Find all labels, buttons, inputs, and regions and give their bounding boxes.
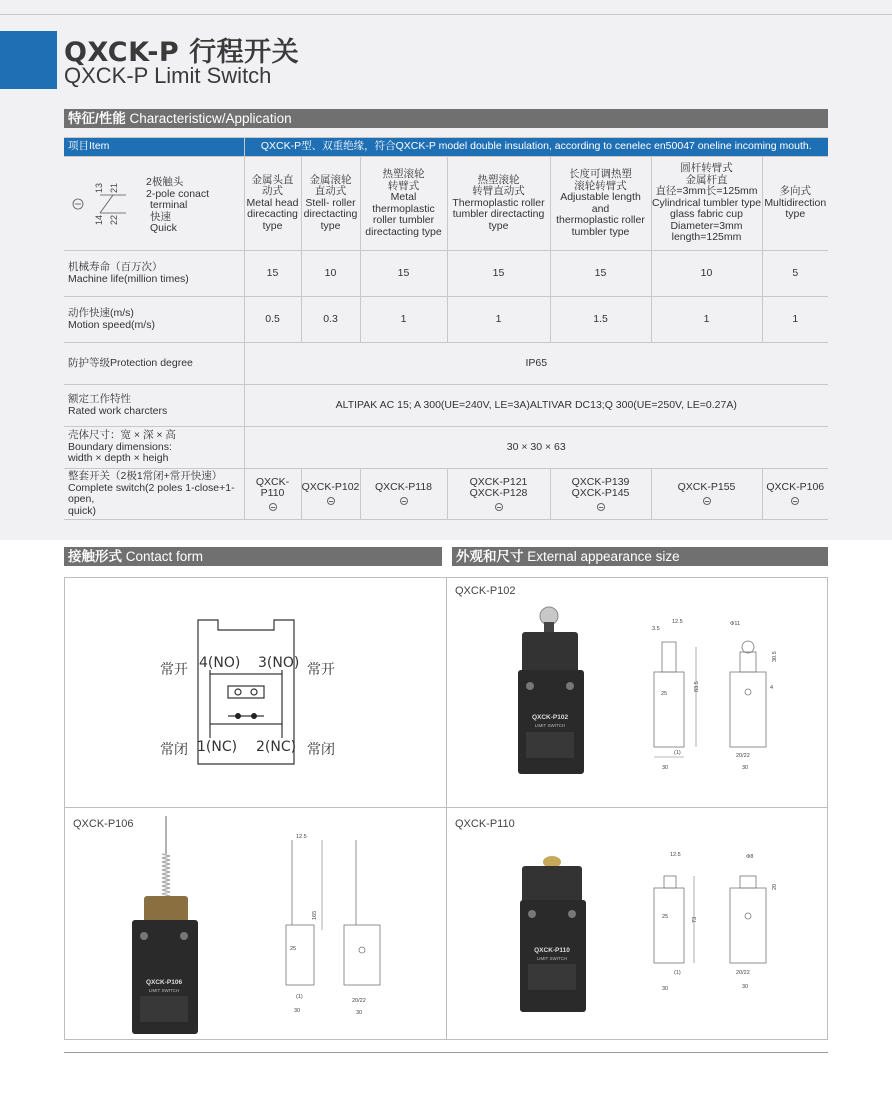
model-number: QXCK-P145	[571, 487, 630, 500]
speed-value: 0.5	[244, 297, 301, 343]
table-row-speed	[64, 297, 828, 343]
table-row-dimensions	[64, 427, 828, 469]
type-line: type	[262, 219, 283, 232]
p102-dim-4: 4	[770, 685, 774, 691]
rated-label-en: Rated work charcters	[68, 404, 168, 417]
contact-nc-right: 常闭	[307, 742, 335, 758]
product-image-p110	[514, 852, 606, 1024]
type-line: Thermoplastic roller	[452, 196, 545, 209]
terminal-21: 21	[109, 182, 119, 193]
panel-label-p102: QXCK-P102	[455, 585, 516, 597]
terminal-cell	[64, 157, 244, 251]
model-number: QXCK-P121	[469, 475, 528, 488]
model-cell-3	[447, 469, 550, 520]
speed-value: 1	[762, 297, 828, 343]
rated-value: ALTIPAK AC 15; A 300(UE=240V, LE=3A)ALTIVAR DC13;Q 300(UE=250V, LE=0.27A)	[244, 385, 828, 427]
type-line: 多向式	[779, 185, 811, 198]
type-cell-2	[360, 157, 447, 251]
p106-dim-165: 165	[312, 910, 318, 920]
model-number: QXCK-P155	[677, 481, 736, 494]
table-row-rated	[64, 385, 828, 427]
p106-dim-25: 25	[290, 946, 297, 952]
life-value: 10	[651, 251, 762, 297]
type-line: thermoplastic roller	[556, 214, 645, 226]
connector-icon	[597, 503, 605, 511]
terminal-14: 14	[94, 214, 104, 225]
speed-value: 1	[447, 297, 550, 343]
terminal-symbol-icon	[70, 161, 144, 246]
type-line: Diameter=3mm	[670, 219, 743, 232]
type-line: Adjustable length and	[560, 191, 641, 215]
terminal-3-no: 3(NO)	[258, 655, 300, 671]
complete-label-en1: Complete switch(2 poles 1-close+1-open,	[68, 481, 235, 505]
type-line: 圆杆转臂式	[680, 162, 733, 175]
p110-dim-12-5: 12.5	[670, 852, 681, 858]
title-accent-bar	[0, 31, 57, 89]
connector-icon	[269, 503, 277, 511]
p110-dim-30a: 30	[662, 986, 669, 992]
model-number: QXCK-P106	[766, 481, 825, 494]
type-line: direcacting	[247, 208, 298, 221]
type-line: Multidirection	[764, 196, 827, 209]
model-cell-2	[360, 469, 447, 520]
terminal-quick-cn: 快速	[150, 210, 171, 223]
page-title: QXCK-P 行程开关	[64, 37, 300, 68]
section-characteristics-title-en: Characteristicw/Application	[125, 111, 292, 126]
model-number: QXCK-P102	[301, 481, 360, 494]
type-line: 热塑滚轮	[477, 173, 520, 186]
section-contact-title-cn: 接触形式	[68, 549, 122, 564]
speed-label	[64, 297, 244, 343]
type-cell-4	[550, 157, 651, 251]
p110-dim-20: 20	[772, 883, 778, 890]
panel-divider-vertical	[446, 577, 447, 1040]
p106-dim-1: (1)	[296, 994, 303, 1000]
p110-dim-30b: 30	[742, 984, 749, 990]
p102-dim-12-5: 12.5	[672, 619, 683, 625]
p102-dim-30-5: 30.5	[772, 651, 778, 662]
terminal-description	[146, 177, 209, 235]
p110-dim-20-22: 20/22	[736, 970, 750, 976]
panel-label-p110: QXCK-P110	[455, 818, 515, 830]
model-cell-4	[550, 469, 651, 520]
section-contact-bar	[64, 547, 442, 566]
p102-dim-1: (1)	[674, 750, 681, 756]
p102-dim-3-5: 3.5	[652, 626, 660, 632]
complete-label	[64, 469, 244, 520]
type-cell-6	[762, 157, 828, 251]
type-line: 热塑滚轮	[382, 168, 425, 180]
type-line: glass fabric cup	[670, 208, 743, 221]
connector-icon	[400, 497, 408, 505]
drawing-p110	[636, 848, 786, 998]
type-line: thermoplastic	[372, 202, 435, 215]
life-label-en: Machine life(million times)	[68, 272, 189, 285]
type-line: Metal	[390, 191, 417, 203]
drawing-p102	[636, 617, 786, 777]
connector-icon	[327, 497, 335, 505]
section-contact-title-en: Contact form	[122, 549, 204, 564]
type-line: length=125mm	[671, 231, 742, 244]
model-cell-5	[651, 469, 762, 520]
table-header-row	[64, 138, 828, 157]
type-line: directacting type	[365, 225, 442, 238]
speed-value: 1	[360, 297, 447, 343]
p110-dim-phi-8: Φ8	[746, 854, 754, 860]
type-line: Stell- roller	[305, 196, 356, 209]
p110-dim-25: 25	[662, 914, 669, 920]
life-label	[64, 251, 244, 297]
contact-no-right: 常开	[307, 662, 335, 678]
connector-icon	[703, 497, 711, 505]
header-description: QXCK-P型、双重绝缘，符合QXCK-P model double insulation, according to cenelec en50047 oneline incoming mouth.	[244, 138, 828, 157]
contact-no-left: 常开	[160, 662, 188, 678]
p106-dim-12-5: 12.5	[296, 834, 307, 840]
dims-value: 30 × 30 × 63	[244, 427, 828, 469]
life-value: 5	[762, 251, 828, 297]
model-number: QXCK-P128	[469, 487, 528, 500]
table-row-life	[64, 251, 828, 297]
product-image-p102	[512, 606, 604, 778]
type-line: tumbler directacting	[452, 208, 545, 221]
table-row-types	[64, 157, 828, 251]
contact-nc-left: 常闭	[160, 742, 188, 758]
panel-divider-horizontal	[64, 807, 828, 808]
dims-label-en1: Boundary dimensions:	[68, 440, 172, 453]
top-rule	[0, 14, 892, 15]
p102-dim-25: 25	[661, 691, 668, 697]
terminal-13: 13	[94, 182, 104, 193]
life-label-cn: 机械寿命（百万次）	[68, 261, 163, 273]
type-line: tumbler type	[571, 225, 630, 238]
section-appearance-title-cn: 外观和尺寸	[456, 549, 524, 564]
section-characteristics-title-cn: 特征/性能	[68, 111, 126, 126]
model-number: QXCK-P118	[375, 481, 432, 494]
p102-dim-30a: 30	[662, 765, 669, 771]
panel-label-p106: QXCK-P106	[73, 818, 134, 830]
type-cell-5	[651, 157, 762, 251]
p110-limit-switch-text: LIMIT SWITCH	[536, 956, 568, 961]
p106-dim-20-22: 20/22	[352, 998, 366, 1004]
type-line: roller tumbler	[372, 214, 435, 226]
protection-value: IP65	[244, 343, 828, 385]
type-line: Cylindrical tumbler type	[651, 196, 762, 209]
type-line: 动式	[262, 185, 283, 198]
type-line: 长度可调热塑	[569, 168, 632, 180]
dims-label-en2: width × depth × heigh	[68, 452, 169, 465]
terminal-22: 22	[109, 214, 119, 225]
page-subtitle: QXCK-P Limit Switch	[64, 63, 272, 88]
speed-label-en: Motion speed(m/s)	[68, 318, 155, 331]
model-cell-0	[244, 469, 301, 520]
p102-dim-83-5: 83.5	[694, 681, 700, 692]
p110-dim-1: (1)	[674, 970, 681, 976]
connector-icon	[495, 503, 503, 511]
speed-value: 1.5	[550, 297, 651, 343]
p102-dim-20-22: 20/22	[736, 753, 750, 759]
p110-product-name: QXCK-P110	[534, 947, 570, 954]
connector-icon	[791, 497, 799, 505]
p102-dim-phi-11: Φ11	[730, 621, 741, 627]
p102-product-name: QXCK-P102	[531, 714, 569, 721]
type-line: type	[785, 208, 806, 221]
section-characteristics-bar	[64, 109, 828, 128]
header-item-label: 项目Item	[64, 138, 244, 157]
life-value: 15	[244, 251, 301, 297]
type-cell-0	[244, 157, 301, 251]
speed-label-cn: 动作快速(m/s)	[68, 307, 134, 319]
life-value: 15	[360, 251, 447, 297]
model-cell-1	[301, 469, 360, 520]
type-line: Metal head	[246, 196, 299, 209]
dims-label	[64, 427, 244, 469]
terminal-1-nc: 1(NC)	[197, 739, 238, 755]
model-cell-6	[762, 469, 828, 520]
type-line: 转臂式	[387, 179, 420, 192]
p106-dim-30a: 30	[294, 1008, 301, 1014]
p102-dim-30b: 30	[742, 765, 749, 771]
table-row-complete	[64, 469, 828, 520]
life-value: 15	[550, 251, 651, 297]
terminal-label-cn: 2极触头	[146, 176, 184, 188]
type-line: 直径=3mm长=125mm	[655, 185, 758, 198]
spec-table	[64, 137, 828, 520]
drawing-p106	[264, 830, 414, 1020]
p106-product-name: QXCK-P106	[145, 979, 183, 986]
type-line: 金属杆直	[685, 173, 728, 186]
section-appearance-bar	[452, 547, 828, 566]
terminal-4-no: 4(NO)	[199, 655, 241, 671]
complete-label-en2: quick)	[68, 504, 97, 517]
table-row-protection	[64, 343, 828, 385]
p106-dim-30b: 30	[356, 1010, 363, 1016]
type-line: type	[488, 219, 509, 232]
complete-label-cn: 整套开关（2极1常闭+常开快速）	[68, 470, 223, 482]
terminal-label-en1: 2-pole conact	[146, 187, 210, 200]
speed-value: 0.3	[301, 297, 360, 343]
p110-dim-73: 73	[692, 916, 698, 923]
terminal-2-nc: 2(NC)	[256, 739, 297, 755]
type-line: 金属滚轮	[309, 173, 352, 186]
type-cell-3	[447, 157, 550, 251]
type-line: directacting	[303, 208, 358, 221]
type-line: 滚轮转臂式	[574, 179, 627, 192]
dims-label-cn: 壳体尺寸：宽 × 深 × 高	[68, 429, 176, 442]
type-line: 转臂直动式	[472, 185, 525, 198]
type-line: 直动式	[314, 185, 347, 198]
terminal-label-en2: terminal	[150, 199, 188, 211]
terminal-quick-en: Quick	[150, 222, 177, 234]
protection-label: 防护等级Protection degree	[64, 343, 244, 385]
rated-label-cn: 额定工作特性	[68, 393, 131, 405]
speed-value: 1	[651, 297, 762, 343]
type-line: type	[320, 219, 341, 232]
model-number: QXCK-P110	[255, 475, 290, 500]
rated-label	[64, 385, 244, 427]
p102-limit-switch-text: LIMIT SWITCH	[534, 723, 566, 728]
product-image-p106	[126, 814, 206, 1038]
type-line: 金属头直	[251, 173, 294, 186]
p106-limit-switch-text: LIMIT SWITCH	[148, 988, 180, 993]
bottom-rule	[64, 1052, 828, 1053]
model-number: QXCK-P139	[571, 475, 630, 488]
type-cell-1	[301, 157, 360, 251]
section-appearance-title-en: External appearance size	[523, 549, 680, 564]
life-value: 15	[447, 251, 550, 297]
life-value: 10	[301, 251, 360, 297]
